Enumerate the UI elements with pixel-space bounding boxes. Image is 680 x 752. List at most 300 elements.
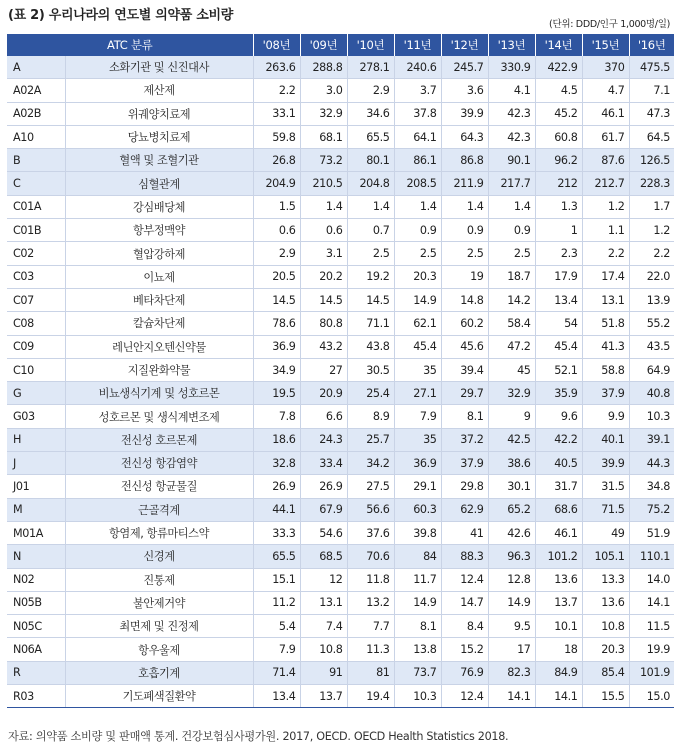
value-cell: 29.7 [441, 382, 488, 405]
value-cell: 60.2 [441, 312, 488, 335]
value-cell: 17 [488, 638, 535, 661]
value-cell: 60.8 [535, 125, 582, 148]
value-cell: 45.6 [441, 335, 488, 358]
value-cell: 14.0 [629, 568, 674, 591]
atc-code: N05B [7, 591, 65, 614]
value-cell: 0.9 [488, 219, 535, 242]
value-cell: 15.5 [582, 685, 629, 708]
header-year: '08년 [253, 34, 300, 56]
value-cell: 10.8 [300, 638, 347, 661]
value-cell: 65.5 [347, 125, 394, 148]
value-cell: 40.1 [582, 428, 629, 451]
value-cell: 85.4 [582, 661, 629, 684]
value-cell: 49 [582, 521, 629, 544]
atc-name: 항우울제 [65, 638, 253, 661]
atc-name: 근골격계 [65, 498, 253, 521]
value-cell: 26.9 [253, 475, 300, 498]
value-cell: 14.1 [535, 685, 582, 708]
atc-name: 제산제 [65, 79, 253, 102]
value-cell: 1.4 [300, 195, 347, 218]
value-cell: 2.9 [347, 79, 394, 102]
value-cell: 7.8 [253, 405, 300, 428]
value-cell: 208.5 [394, 172, 441, 195]
value-cell: 78.6 [253, 312, 300, 335]
header-row [7, 34, 674, 56]
value-cell: 27.1 [394, 382, 441, 405]
atc-code: A02B [7, 102, 65, 125]
value-cell: 68.1 [300, 125, 347, 148]
value-cell: 13.1 [582, 288, 629, 311]
header-year: '13년 [488, 34, 535, 56]
value-cell: 35.9 [535, 382, 582, 405]
value-cell: 62.1 [394, 312, 441, 335]
value-cell: 6.6 [300, 405, 347, 428]
value-cell: 32.9 [300, 102, 347, 125]
value-cell: 13.2 [347, 591, 394, 614]
value-cell: 18.6 [253, 428, 300, 451]
table-row [7, 428, 674, 451]
value-cell: 9.6 [535, 405, 582, 428]
atc-code: J [7, 452, 65, 475]
table-row [7, 521, 674, 544]
value-cell: 13.7 [300, 685, 347, 708]
atc-code: R03 [7, 685, 65, 708]
atc-code: C08 [7, 312, 65, 335]
value-cell: 13.9 [629, 288, 674, 311]
value-cell: 24.3 [300, 428, 347, 451]
value-cell: 19 [441, 265, 488, 288]
value-cell: 47.3 [629, 102, 674, 125]
value-cell: 45 [488, 358, 535, 381]
value-cell: 212 [535, 172, 582, 195]
value-cell: 39.9 [441, 102, 488, 125]
value-cell: 15.0 [629, 685, 674, 708]
value-cell: 64.3 [441, 125, 488, 148]
atc-name: 신경계 [65, 545, 253, 568]
value-cell: 1 [535, 219, 582, 242]
table-row [7, 79, 674, 102]
value-cell: 14.9 [394, 591, 441, 614]
value-cell: 26.8 [253, 149, 300, 172]
value-cell: 52.1 [535, 358, 582, 381]
table-row [7, 685, 674, 708]
value-cell: 39.8 [394, 521, 441, 544]
atc-name: 최면제 및 진정제 [65, 615, 253, 638]
value-cell: 1.4 [441, 195, 488, 218]
value-cell: 9.5 [488, 615, 535, 638]
value-cell: 1.5 [253, 195, 300, 218]
value-cell: 2.5 [441, 242, 488, 265]
value-cell: 71.5 [582, 498, 629, 521]
value-cell: 1.2 [582, 195, 629, 218]
value-cell: 9 [488, 405, 535, 428]
atc-name: 비뇨생식기계 및 성호르몬 [65, 382, 253, 405]
table-row [7, 335, 674, 358]
value-cell: 27.5 [347, 475, 394, 498]
value-cell: 4.5 [535, 79, 582, 102]
atc-code: C01B [7, 219, 65, 242]
value-cell: 475.5 [629, 56, 674, 79]
value-cell: 14.5 [253, 288, 300, 311]
atc-name: 베타차단제 [65, 288, 253, 311]
value-cell: 13.1 [300, 591, 347, 614]
table-title: (표 2) 우리나라의 연도별 의약품 소비량 [8, 8, 234, 23]
atc-name: 지질완화약물 [65, 358, 253, 381]
value-cell: 7.9 [394, 405, 441, 428]
value-cell: 210.5 [300, 172, 347, 195]
value-cell: 0.7 [347, 219, 394, 242]
value-cell: 65.2 [488, 498, 535, 521]
value-cell: 30.1 [488, 475, 535, 498]
value-cell: 55.2 [629, 312, 674, 335]
value-cell: 46.1 [535, 521, 582, 544]
value-cell: 61.7 [582, 125, 629, 148]
value-cell: 3.6 [441, 79, 488, 102]
value-cell: 5.4 [253, 615, 300, 638]
table-row [7, 288, 674, 311]
value-cell: 3.7 [394, 79, 441, 102]
value-cell: 19.4 [347, 685, 394, 708]
value-cell: 8.1 [441, 405, 488, 428]
value-cell: 42.3 [488, 125, 535, 148]
value-cell: 19.2 [347, 265, 394, 288]
value-cell: 59.8 [253, 125, 300, 148]
value-cell: 30.5 [347, 358, 394, 381]
value-cell: 14.5 [347, 288, 394, 311]
value-cell: 54 [535, 312, 582, 335]
value-cell: 211.9 [441, 172, 488, 195]
value-cell: 19.9 [629, 638, 674, 661]
value-cell: 42.2 [535, 428, 582, 451]
atc-name: 진통제 [65, 568, 253, 591]
table-row [7, 638, 674, 661]
value-cell: 101.9 [629, 661, 674, 684]
value-cell: 27 [300, 358, 347, 381]
atc-code: G03 [7, 405, 65, 428]
value-cell: 32.9 [488, 382, 535, 405]
value-cell: 47.2 [488, 335, 535, 358]
table-row [7, 242, 674, 265]
value-cell: 34.8 [629, 475, 674, 498]
value-cell: 81 [347, 661, 394, 684]
value-cell: 7.4 [300, 615, 347, 638]
value-cell: 90.1 [488, 149, 535, 172]
value-cell: 31.7 [535, 475, 582, 498]
atc-name: 기도폐색질환약 [65, 685, 253, 708]
value-cell: 91 [300, 661, 347, 684]
atc-code: C10 [7, 358, 65, 381]
value-cell: 43.8 [347, 335, 394, 358]
table-row [7, 125, 674, 148]
table-row [7, 382, 674, 405]
value-cell: 37.9 [441, 452, 488, 475]
header-year: '11년 [394, 34, 441, 56]
value-cell: 1.7 [629, 195, 674, 218]
value-cell: 20.3 [582, 638, 629, 661]
unit-note: (단위: DDD/인구 1,000명/일) [549, 19, 670, 30]
value-cell: 64.9 [629, 358, 674, 381]
value-cell: 43.2 [300, 335, 347, 358]
atc-name: 당뇨병치료제 [65, 125, 253, 148]
atc-code: N02 [7, 568, 65, 591]
value-cell: 212.7 [582, 172, 629, 195]
value-cell: 62.9 [441, 498, 488, 521]
value-cell: 245.7 [441, 56, 488, 79]
value-cell: 11.5 [629, 615, 674, 638]
table-row [7, 312, 674, 335]
value-cell: 288.8 [300, 56, 347, 79]
value-cell: 204.9 [253, 172, 300, 195]
value-cell: 37.9 [582, 382, 629, 405]
value-cell: 13.4 [253, 685, 300, 708]
value-cell: 42.6 [488, 521, 535, 544]
value-cell: 40.5 [535, 452, 582, 475]
value-cell: 39.1 [629, 428, 674, 451]
value-cell: 10.3 [394, 685, 441, 708]
atc-code: N06A [7, 638, 65, 661]
value-cell: 14.9 [394, 288, 441, 311]
atc-code: N05C [7, 615, 65, 638]
source-note: 자료: 의약품 소비량 및 판매액 통계. 건강보험심사평가원. 2017, OECD. OECD Health Statistics 2018. [8, 730, 509, 743]
value-cell: 13.7 [535, 591, 582, 614]
value-cell: 34.2 [347, 452, 394, 475]
value-cell: 22.0 [629, 265, 674, 288]
header-year: '14년 [535, 34, 582, 56]
value-cell: 11.2 [253, 591, 300, 614]
value-cell: 370 [582, 56, 629, 79]
table-row [7, 452, 674, 475]
value-cell: 7.9 [253, 638, 300, 661]
value-cell: 15.1 [253, 568, 300, 591]
table-row [7, 149, 674, 172]
value-cell: 13.6 [535, 568, 582, 591]
value-cell: 14.9 [488, 591, 535, 614]
value-cell: 36.9 [253, 335, 300, 358]
value-cell: 20.9 [300, 382, 347, 405]
value-cell: 42.3 [488, 102, 535, 125]
value-cell: 12.4 [441, 568, 488, 591]
value-cell: 70.6 [347, 545, 394, 568]
table-row [7, 219, 674, 242]
value-cell: 20.3 [394, 265, 441, 288]
value-cell: 60.3 [394, 498, 441, 521]
atc-code: N [7, 545, 65, 568]
value-cell: 2.5 [347, 242, 394, 265]
value-cell: 1.4 [394, 195, 441, 218]
value-cell: 26.9 [300, 475, 347, 498]
atc-name: 레닌안지오텐신약물 [65, 335, 253, 358]
value-cell: 41.3 [582, 335, 629, 358]
value-cell: 45.4 [535, 335, 582, 358]
table-row [7, 545, 674, 568]
value-cell: 13.3 [582, 568, 629, 591]
value-cell: 34.6 [347, 102, 394, 125]
value-cell: 11.3 [347, 638, 394, 661]
value-cell: 96.3 [488, 545, 535, 568]
value-cell: 110.1 [629, 545, 674, 568]
atc-name: 항염제, 항류마티스약 [65, 521, 253, 544]
value-cell: 126.5 [629, 149, 674, 172]
atc-name: 전신성 항균물질 [65, 475, 253, 498]
value-cell: 11.7 [394, 568, 441, 591]
value-cell: 51.9 [629, 521, 674, 544]
value-cell: 38.6 [488, 452, 535, 475]
value-cell: 2.5 [394, 242, 441, 265]
atc-code: C09 [7, 335, 65, 358]
header-year: '15년 [582, 34, 629, 56]
value-cell: 87.6 [582, 149, 629, 172]
table-row [7, 615, 674, 638]
value-cell: 29.1 [394, 475, 441, 498]
value-cell: 14.7 [441, 591, 488, 614]
value-cell: 7.7 [347, 615, 394, 638]
value-cell: 86.8 [441, 149, 488, 172]
table-row [7, 475, 674, 498]
value-cell: 1.4 [488, 195, 535, 218]
value-cell: 25.4 [347, 382, 394, 405]
value-cell: 2.3 [535, 242, 582, 265]
value-cell: 39.9 [582, 452, 629, 475]
header-year: '10년 [347, 34, 394, 56]
value-cell: 43.5 [629, 335, 674, 358]
value-cell: 3.1 [300, 242, 347, 265]
value-cell: 37.2 [441, 428, 488, 451]
value-cell: 0.9 [394, 219, 441, 242]
atc-code: A [7, 56, 65, 79]
atc-name: 호흡기계 [65, 661, 253, 684]
atc-code: C03 [7, 265, 65, 288]
value-cell: 240.6 [394, 56, 441, 79]
table-row [7, 265, 674, 288]
table-row [7, 568, 674, 591]
header-atc: ATC 분류 [7, 34, 253, 56]
value-cell: 75.2 [629, 498, 674, 521]
value-cell: 33.1 [253, 102, 300, 125]
value-cell: 1.1 [582, 219, 629, 242]
value-cell: 20.5 [253, 265, 300, 288]
value-cell: 422.9 [535, 56, 582, 79]
value-cell: 8.1 [394, 615, 441, 638]
atc-code: A10 [7, 125, 65, 148]
table-row [7, 498, 674, 521]
value-cell: 68.6 [535, 498, 582, 521]
value-cell: 12 [300, 568, 347, 591]
value-cell: 40.8 [629, 382, 674, 405]
value-cell: 204.8 [347, 172, 394, 195]
value-cell: 217.7 [488, 172, 535, 195]
value-cell: 82.3 [488, 661, 535, 684]
value-cell: 39.4 [441, 358, 488, 381]
atc-code: G [7, 382, 65, 405]
atc-name: 전신성 항감염약 [65, 452, 253, 475]
atc-name: 불안제거약 [65, 591, 253, 614]
value-cell: 8.9 [347, 405, 394, 428]
value-cell: 9.9 [582, 405, 629, 428]
value-cell: 88.3 [441, 545, 488, 568]
atc-name: 항부정맥약 [65, 219, 253, 242]
atc-code: C07 [7, 288, 65, 311]
value-cell: 15.2 [441, 638, 488, 661]
value-cell: 17.4 [582, 265, 629, 288]
value-cell: 45.4 [394, 335, 441, 358]
atc-code: C02 [7, 242, 65, 265]
value-cell: 32.8 [253, 452, 300, 475]
value-cell: 10.1 [535, 615, 582, 638]
value-cell: 33.4 [300, 452, 347, 475]
value-cell: 1.4 [347, 195, 394, 218]
value-cell: 46.1 [582, 102, 629, 125]
value-cell: 73.7 [394, 661, 441, 684]
atc-name: 혈압강하제 [65, 242, 253, 265]
value-cell: 35 [394, 358, 441, 381]
value-cell: 37.8 [394, 102, 441, 125]
value-cell: 56.6 [347, 498, 394, 521]
value-cell: 278.1 [347, 56, 394, 79]
atc-code: M [7, 498, 65, 521]
atc-code: C [7, 172, 65, 195]
value-cell: 14.8 [441, 288, 488, 311]
atc-name: 강심배당체 [65, 195, 253, 218]
value-cell: 17.9 [535, 265, 582, 288]
value-cell: 3.0 [300, 79, 347, 102]
value-cell: 68.5 [300, 545, 347, 568]
value-cell: 14.1 [629, 591, 674, 614]
value-cell: 73.2 [300, 149, 347, 172]
value-cell: 51.8 [582, 312, 629, 335]
value-cell: 1.2 [629, 219, 674, 242]
value-cell: 330.9 [488, 56, 535, 79]
atc-code: H [7, 428, 65, 451]
value-cell: 25.7 [347, 428, 394, 451]
value-cell: 58.8 [582, 358, 629, 381]
drug-consumption-table [7, 34, 674, 708]
header-year: '09년 [300, 34, 347, 56]
value-cell: 84 [394, 545, 441, 568]
value-cell: 84.9 [535, 661, 582, 684]
value-cell: 41 [441, 521, 488, 544]
value-cell: 35 [394, 428, 441, 451]
value-cell: 45.2 [535, 102, 582, 125]
table-row [7, 358, 674, 381]
table-row [7, 56, 674, 79]
atc-code: C01A [7, 195, 65, 218]
atc-code: R [7, 661, 65, 684]
value-cell: 8.4 [441, 615, 488, 638]
atc-code: B [7, 149, 65, 172]
atc-name: 소화기관 및 신진대사 [65, 56, 253, 79]
value-cell: 13.4 [535, 288, 582, 311]
value-cell: 58.4 [488, 312, 535, 335]
value-cell: 19.5 [253, 382, 300, 405]
value-cell: 10.3 [629, 405, 674, 428]
value-cell: 80.1 [347, 149, 394, 172]
atc-name: 혈액 및 조혈기관 [65, 149, 253, 172]
value-cell: 36.9 [394, 452, 441, 475]
value-cell: 67.9 [300, 498, 347, 521]
value-cell: 2.5 [488, 242, 535, 265]
atc-code: M01A [7, 521, 65, 544]
value-cell: 64.5 [629, 125, 674, 148]
value-cell: 2.2 [582, 242, 629, 265]
value-cell: 12.4 [441, 685, 488, 708]
value-cell: 33.3 [253, 521, 300, 544]
value-cell: 14.5 [300, 288, 347, 311]
atc-name: 칼슘차단제 [65, 312, 253, 335]
value-cell: 0.6 [300, 219, 347, 242]
value-cell: 228.3 [629, 172, 674, 195]
value-cell: 80.8 [300, 312, 347, 335]
value-cell: 2.2 [253, 79, 300, 102]
